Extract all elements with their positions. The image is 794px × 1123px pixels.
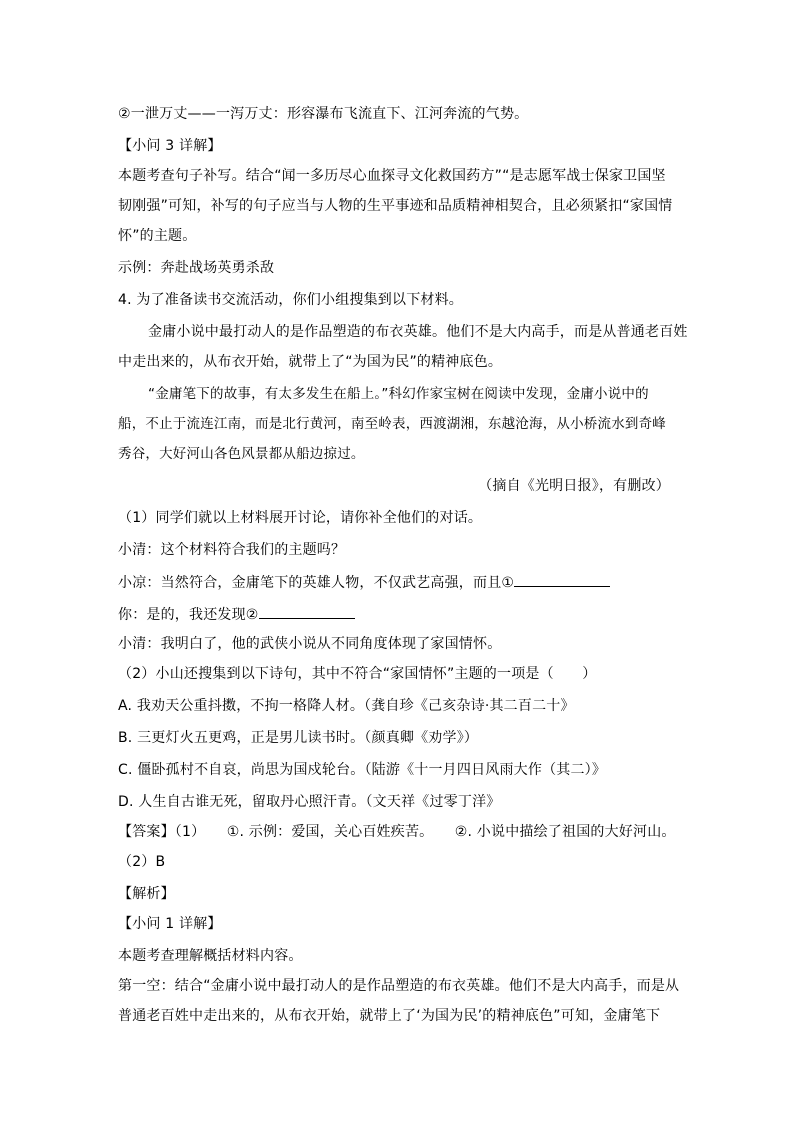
source-citation: （摘自《光明日报》，有删改） [478,478,670,494]
option-d: D. 人生自古谁无死，留取丹心照汗青。（文天祥《过零丁洋》 [118,794,501,810]
material-paragraph: 金庸小说中最打动人的是作品塑造的布衣英雄。他们不是大内高手，而是从普通老百姓 [148,324,688,340]
dialogue-text: 你：是的，我还发现② [118,607,259,623]
answer-blank-1[interactable] [514,572,610,587]
text-line: 本题考查句子补写。结合“闻一多历尽心血探寻文化救国药方”“是志愿军战士保家卫国坚 [118,168,666,184]
section-heading: 【小问 1 详解】 [118,916,222,932]
answer-blank-2[interactable] [259,604,355,619]
text-line: 普通老百姓中走出来的，从布衣开始，就带上了‘为国为民’的精神底色”可知，金庸笔下 [118,1008,661,1024]
option-a: A. 我劝天公重抖擞，不拘一格降人材。（龚自珍《己亥杂诗·其二百二十》 [118,698,575,714]
text-line: 本题考查理解概括材料内容。 [118,948,303,964]
answer-line: 【答案】（1） ①. 示例：爱国，关心百姓疾苦。 ②. 小说中描绘了祖国的大好河山。 [118,824,676,840]
sub-question: （2）小山还搜集到以下诗句，其中不符合“家国情怀”主题的一项是（ ） [118,666,597,682]
question-title: 4. 为了准备读书交流活动，你们小组搜集到以下材料。 [118,292,464,308]
option-b: B. 三更灯火五更鸡，正是男儿读书时。（颜真卿《劝学》） [118,730,479,746]
section-heading: 【小问 3 详解】 [118,138,222,154]
material-paragraph: 中走出来的，从布衣开始，就带上了“为国为民”的精神底色。 [118,354,503,370]
material-paragraph: “金庸笔下的故事，有太多发生在船上。”科幻作家宝树在阅读中发现，金庸小说中的 [148,386,649,402]
sub-question: （1）同学们就以上材料展开讨论，请你补全他们的对话。 [118,510,483,526]
dialogue-text: 小凉：当然符合，金庸笔下的英雄人物，不仅武艺高强，而且① [118,575,515,591]
material-paragraph: 秀谷，大好河山各色风景都从船边掠过。 [118,446,365,462]
answer-line: （2）B [118,854,166,870]
dialogue-line: 小清：我明白了，他的武侠小说从不同角度体现了家国情怀。 [118,636,502,652]
text-line: 韧刚强”可知，补写的句子应当与人物的生平事迹和品质精神相契合，且必须紧扣“家国情 [118,198,673,214]
analysis-heading: 【解析】 [118,886,175,902]
text-line: 怀”的主题。 [118,228,197,244]
dialogue-line [118,604,355,625]
text-line: ②一泄万丈——一泻万丈：形容瀑布飞流直下、江河奔流的气势。 [118,106,529,122]
text-line: 第一空：结合“金庸小说中最打动人的是作品塑造的布衣英雄。他们不是大内高手，而是从 [118,978,680,994]
dialogue-line: 小清：这个材料符合我们的主题吗？ [118,542,346,558]
option-c: C. 僵卧孤村不自哀，尚思为国戍轮台。（陆游《十一月四日风雨大作（其二）》 [118,762,607,778]
material-paragraph: 船，不止于流连江南，而是北行黄河，南至岭表，西渡湖湘，东越沧海，从小桥流水到奇峰 [118,416,666,432]
text-line: 示例：奔赴战场英勇杀敌 [118,260,275,276]
dialogue-line [118,572,610,593]
